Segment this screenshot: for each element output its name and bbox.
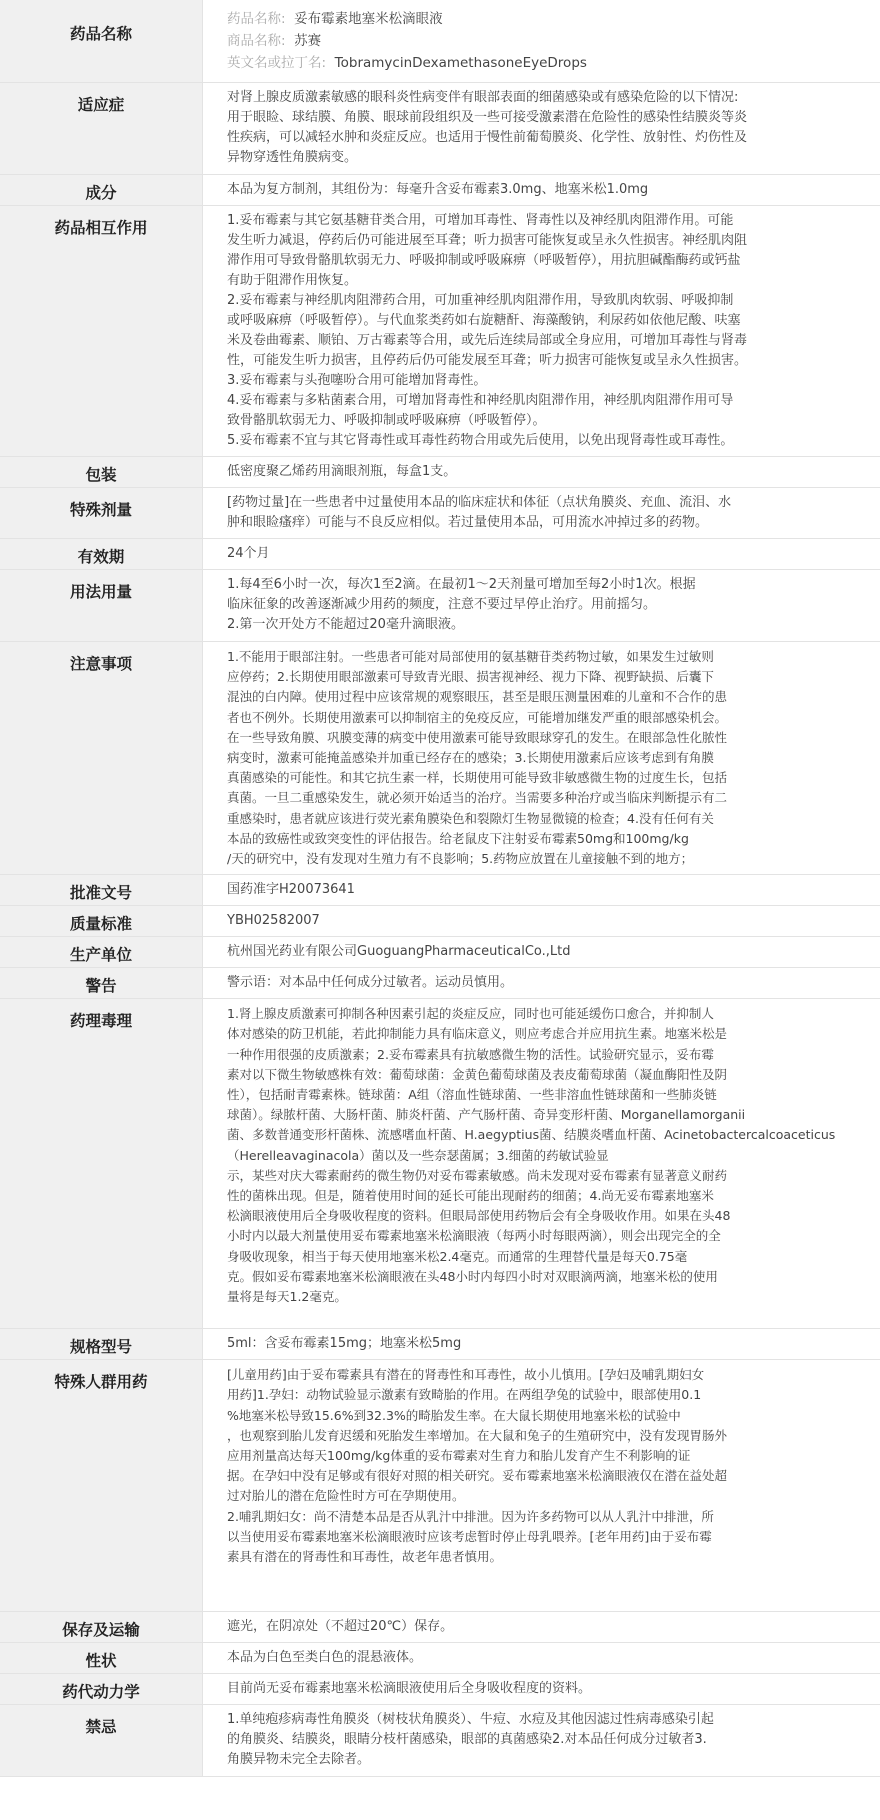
row-special-population [0,1360,880,1612]
row-validity [0,539,880,570]
value-approval: 国药准字H20073641 [203,875,880,906]
trade-name-value: 苏赛 [294,33,322,49]
label-contraindications: 禁忌 [0,1705,203,1777]
label-description: 性状 [0,1643,203,1674]
trade-name-line [227,30,870,52]
value-indications: 对肾上腺皮质激素敏感的眼科炎性病变伴有眼部表面的细菌感染或有感染危险的以下情况: 用于眼睑、球结膜、角膜、眼球前段组织及一些可接受激素潜在危险性的感染性结膜炎等炎 性疾病，可以减轻水肿和炎症反应。也适用于慢性前葡萄膜炎、化学性、放射性、灼伤性及 异物穿透性角膜病变。 [203,83,880,175]
label-drug-name: 药品名称 [0,0,203,83]
label-storage: 保存及运输 [0,1612,203,1643]
row-composition [0,175,880,206]
label-indications: 适应症 [0,83,203,175]
row-indications [0,83,880,175]
label-approval: 批准文号 [0,875,203,906]
label-warning: 警告 [0,968,203,999]
row-pharmacokinetics [0,1674,880,1705]
label-standard: 质量标准 [0,906,203,937]
row-drug-name [0,0,880,83]
label-precautions: 注意事项 [0,642,203,875]
value-standard: YBH02582007 [203,906,880,937]
value-composition: 本品为复方制剂，其组份为：每毫升含妥布霉素3.0mg、地塞米松1.0mg [203,175,880,206]
label-special-population: 特殊人群用药 [0,1360,203,1612]
value-description: 本品为白色至类白色的混悬液体。 [203,1643,880,1674]
english-name-value: TobramycinDexamethasoneEyeDrops [334,55,587,71]
value-validity: 24个月 [203,539,880,570]
label-packaging: 包装 [0,457,203,488]
value-dosage: 1.每4至6小时一次，每次1至2滴。在最初1～2天剂量可增加至每2小时1次。根据 临床征象的改善逐渐减少用药的频度，注意不要过早停止治疗。用前摇匀。 2.第一次开处方不能超过20毫升滴眼液。 [203,570,880,642]
label-validity: 有效期 [0,539,203,570]
row-approval [0,875,880,906]
value-packaging: 低密度聚乙烯药用滴眼剂瓶，每盒1支。 [203,457,880,488]
row-interactions [0,206,880,457]
row-packaging [0,457,880,488]
value-contraindications: 1.单纯疱疹病毒性角膜炎（树枝状角膜炎）、牛痘、水痘及其他因滤过性病毒感染引起 的角膜炎、结膜炎，眼睛分枝杆菌感染，眼部的真菌感染2.对本品任何成分过敏者3. 角膜异物未完全去除者。 [203,1705,880,1777]
english-name-line [227,52,870,74]
trade-name-key: 商品名称: [227,33,286,49]
label-pharmacokinetics: 药代动力学 [0,1674,203,1705]
value-drug-name [203,0,880,83]
label-interactions: 药品相互作用 [0,206,203,457]
row-pharmacology [0,999,880,1329]
row-contraindications [0,1705,880,1777]
value-manufacturer: 杭州国光药业有限公司GuoguangPharmaceuticalCo.,Ltd [203,937,880,968]
generic-name-key: 药品名称: [227,11,286,27]
row-dosage [0,570,880,642]
label-specification: 规格型号 [0,1329,203,1360]
row-overdose [0,488,880,539]
generic-name-line [227,8,870,30]
row-precautions [0,642,880,875]
row-storage [0,1612,880,1643]
value-interactions: 1.妥布霉素与其它氨基糖苷类合用，可增加耳毒性、肾毒性以及神经肌肉阻滞作用。可能 发生听力减退，停药后仍可能进展至耳聋；听力损害可能恢复或呈永久性损害。神经肌肉阻 滞作用可导致骨骼肌软弱无力、呼吸抑制或呼吸麻痹（呼吸暂停），用抗胆碱酯酶药或钙盐 有助于阻滞作用恢复。 2.妥布霉素与神经肌肉阻滞药合用，可加重神经肌肉阻滞作用，导致肌肉软弱、呼吸抑制 或呼吸麻痹（呼吸暂停）。与代血浆类药如右旋糖酐、海藻酸钠，利尿药如依他尼酸、呋塞 米及卷曲霉素、顺铂、万古霉素等合用，或先后连续局部或全身应用，可增加耳毒性与肾毒 性，可能发生听力损害，且停药后仍可能发展至耳聋；听力损害可能恢复或呈永久性损害。 3.妥布霉素与头孢噻吩合用可能增加肾毒性。 4.妥布霉素与多粘菌素合用，可增加肾毒性和神经肌肉阻滞作用，神经肌肉阻滞作用可导 致骨骼肌软弱无力、呼吸抑制或呼吸麻痹（呼吸暂停）。 5.妥布霉素不宜与其它肾毒性或耳毒性药物合用或先后使用，以免出现肾毒性或耳毒性。 [203,206,880,457]
value-pharmacokinetics: 目前尚无妥布霉素地塞米松滴眼液使用后全身吸收程度的资料。 [203,1674,880,1705]
generic-name-value: 妥布霉素地塞米松滴眼液 [294,11,443,27]
english-name-key: 英文名或拉丁名: [227,55,327,71]
value-warning: 警示语：对本品中任何成分过敏者。运动员慎用。 [203,968,880,999]
row-standard [0,906,880,937]
row-description [0,1643,880,1674]
label-dosage: 用法用量 [0,570,203,642]
value-precautions: 1.不能用于眼部注射。一些患者可能对局部使用的氨基糖苷类药物过敏，如果发生过敏则 应停药；2.长期使用眼部激素可导致青光眼、损害视神经、视力下降、视野缺损、后囊下 混浊的白内障。使用过程中应该常规的观察眼压，甚至是眼压测量困难的儿童和不合作的患 者也不例外。长期使用激素可以抑制宿主的免疫反应，可能增加继发严重的眼部感染机会。 在一些导致角膜、巩膜变薄的病变中使用激素可能导致眼球穿孔的发生。在眼部急性化脓性 病变时，激素可能掩盖感染并加重已经存在的感染；3.长期使用激素后应该考虑到有角膜 真菌感染的可能性。和其它抗生素一样，长期使用可能导致非敏感微生物的过度生长，包括 真菌。一旦二重感染发生，就必须开始适当的治疗。当需要多种治疗或当临床判断提示有二 重感染时，患者就应该进行荧光素角膜染色和裂隙灯生物显微镜的检查；4.没有任何有关 本品的致癌性或致突变性的评估报告。给老鼠皮下注射妥布霉素50mg和100mg/kg /天的研究中，没有发现对生殖力有不良影响；5.药物应放置在儿童接触不到的地方； [203,642,880,875]
row-specification [0,1329,880,1360]
label-overdose: 特殊剂量 [0,488,203,539]
value-special-population: [儿童用药]由于妥布霉素具有潜在的肾毒性和耳毒性，故小儿慎用。[孕妇及哺乳期妇女 用药]1.孕妇：动物试验显示激素有致畸胎的作用。在两组孕兔的试验中，眼部使用0.1 %地塞米松导致15.6%到32.3%的畸胎发生率。在大鼠长期使用地塞米松的试验中 ，也观察到胎儿发育迟缓和死胎发生率增加。在大鼠和兔子的生殖研究中，没有发现胃肠外 应用剂量高达每天100mg/kg体重的妥布霉素对生育力和胎儿发育产生不利影响的证 据。在孕妇中没有足够或有很好对照的相关研究。妥布霉素地塞米松滴眼液仅在潜在益处超 过对胎儿的潜在危险性时方可在孕期使用。 2.哺乳期妇女：尚不清楚本品是否从乳汁中排泄。因为许多药物可以从人乳汁中排泄，所 以当使用妥布霉素地塞米松滴眼液时应该考虑暂时停止母乳喂养。[老年用药]由于妥布霉 素具有潜在的肾毒性和耳毒性，故老年患者慎用。 [203,1360,880,1612]
value-overdose: [药物过量]在一些患者中过量使用本品的临床症状和体征（点状角膜炎、充血、流泪、水 肿和眼睑瘙痒）可能与不良反应相似。若过量使用本品，可用流水冲掉过多的药物。 [203,488,880,539]
label-pharmacology: 药理毒理 [0,999,203,1329]
row-manufacturer [0,937,880,968]
label-manufacturer: 生产单位 [0,937,203,968]
row-warning [0,968,880,999]
value-pharmacology: 1.肾上腺皮质激素可抑制各种因素引起的炎症反应，同时也可能延缓伤口愈合，并抑制人 体对感染的防卫机能，若此抑制能力具有临床意义，则应考虑合并应用抗生素。地塞米松是 一种作用很强的皮质激素；2.妥布霉素具有抗敏感微生物的活性。试验研究显示，妥布霉 素对以下微生物敏感株有效：葡萄球菌：金黄色葡萄球菌及表皮葡萄球菌（凝血酶阳性及阴 性），包括耐青霉素株。链球菌：A组（溶血性链球菌、一些非溶血性链球菌和一些肺炎链 球菌）。绿脓杆菌、大肠杆菌、肺炎杆菌、产气肠杆菌、奇异变形杆菌、Morganellamorganii 菌、多数普通变形杆菌株、流感嗜血杆菌、H.aegyptius菌、结膜炎嗜血杆菌、Acinetobactercalcoaceticus （Herelleavaginacola）菌以及一些奈瑟菌属；3.细菌的药敏试验显 示，某些对庆大霉素耐药的微生物仍对妥布霉素敏感。尚未发现对妥布霉素有显著意义耐药 性的菌株出现。但是，随着使用时间的延长可能出现耐药的细菌；4.尚无妥布霉素地塞米 松滴眼液使用后全身吸收程度的资料。但眼局部使用药物后会有全身吸收作用。如果在头48 小时内以最大剂量使用妥布霉素地塞米松滴眼液（每两小时每眼两滴），则会出现完全的全 身吸收现象，相当于每天使用地塞米松2.4毫克。而通常的生理替代量是每天0.75毫 克。假如妥布霉素地塞米松滴眼液在头48小时内每四小时对双眼滴两滴，地塞米松的使用 量将是每天1.2毫克。 [203,999,880,1329]
label-composition: 成分 [0,175,203,206]
value-specification: 5ml：含妥布霉素15mg；地塞米松5mg [203,1329,880,1360]
value-storage: 遮光，在阴凉处（不超过20℃）保存。 [203,1612,880,1643]
